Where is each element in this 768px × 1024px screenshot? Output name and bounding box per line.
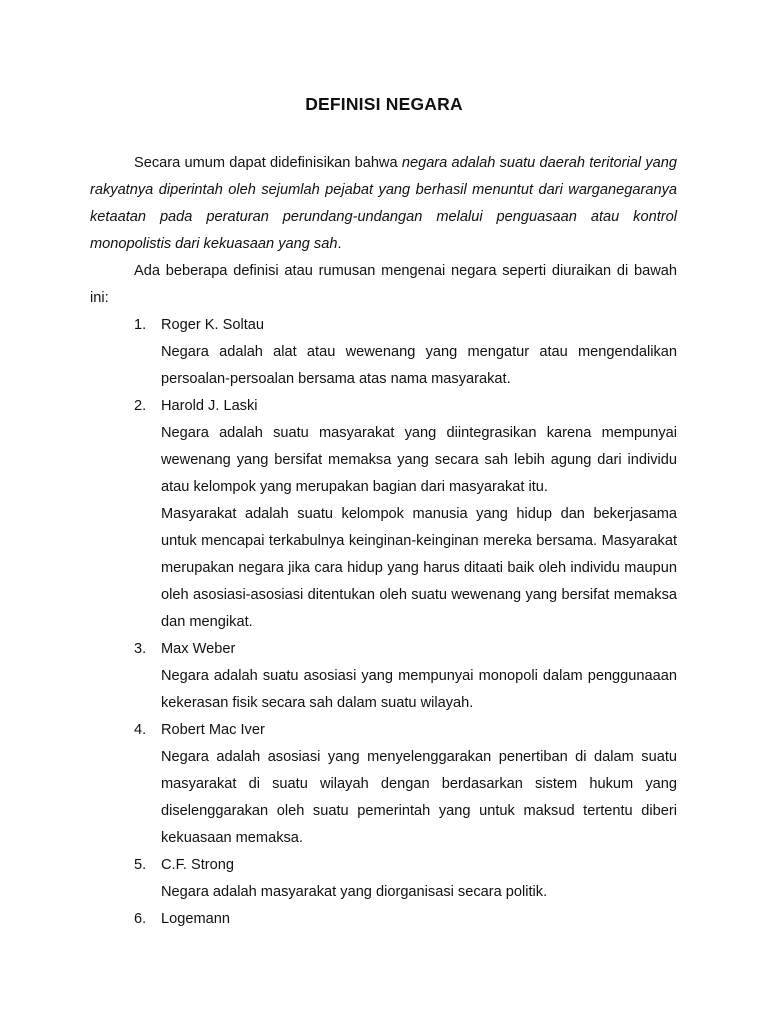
intro-definition: negara adalah suatu daerah teritorial yang rakyatnya diperintah oleh sejumlah pejabat yang berhasil menuntut dari warganegaranya ketaatan pada peraturan perundang-undangan melalui penguasaan atau kontrol monopolistis dari kekuasaan yang sah [90, 155, 678, 252]
item-number: 3. [134, 641, 147, 657]
item-definition: Negara adalah suatu masyarakat yang diintegrasikan karena mempunyai wewenang yang bersifat memaksa yang secara sah lebih agung dari individu atau kelompok yang merupakan bagian dari masyarakat itu. [161, 425, 677, 495]
item-author: C.F. Strong [161, 857, 234, 873]
list-item [90, 717, 677, 852]
item-number: 6. [134, 911, 147, 927]
item-definition: Negara adalah alat atau wewenang yang mengatur atau mengendalikan persoalan-persoalan bersama atas nama masyarakat. [161, 344, 677, 387]
item-author: Robert Mac Iver [161, 722, 265, 738]
item-author: Roger K. Soltau [161, 317, 265, 333]
intro-tail: . [337, 236, 342, 252]
intro-lead: Secara umum dapat didefinisikan bahwa [134, 155, 402, 171]
list-item [90, 906, 677, 933]
page-title: DEFINISI NEGARA [305, 94, 463, 114]
definition-list [90, 312, 677, 933]
item-author: Max Weber [161, 641, 236, 657]
item-definition: Negara adalah suatu asosiasi yang mempunyai monopoli dalam penggunaaan kekerasan fisik secara sah dalam suatu wilayah. [161, 668, 677, 711]
list-item [90, 312, 677, 393]
list-item [90, 636, 677, 717]
item-number: 1. [134, 317, 147, 333]
item-definition: Negara adalah masyarakat yang diorganisasi secara politik. [161, 884, 548, 900]
item-definition: Negara adalah asosiasi yang menyelenggarakan penertiban di dalam suatu masyarakat di suatu wilayah dengan berdasarkan sistem hukum yang diselenggarakan oleh suatu pemerintah yang untuk maksud tertentu diberi kekuasaan memaksa. [161, 749, 677, 846]
intro-paragraph [90, 150, 677, 258]
item-author: Harold J. Laski [161, 398, 258, 414]
item-number: 2. [134, 398, 147, 414]
item-number: 4. [134, 722, 147, 738]
item-author: Logemann [161, 911, 230, 927]
list-intro-paragraph: Ada beberapa definisi atau rumusan mengenai negara seperti diuraikan di bawah ini: [90, 263, 677, 306]
list-item [90, 852, 677, 906]
item-number: 5. [134, 857, 147, 873]
item-definition-continued: Masyarakat adalah suatu kelompok manusia yang hidup dan bekerjasama untuk mencapai terkabulnya keinginan-keinginan mereka bersama. Masyarakat merupakan negara jika cara hidup yang harus ditaati baik oleh individu maupun oleh asosiasi-asosiasi ditentukan oleh suatu wewenang yang bersifat memaksa dan mengikat. [161, 506, 677, 630]
list-item [90, 393, 677, 636]
document-body [90, 150, 677, 933]
